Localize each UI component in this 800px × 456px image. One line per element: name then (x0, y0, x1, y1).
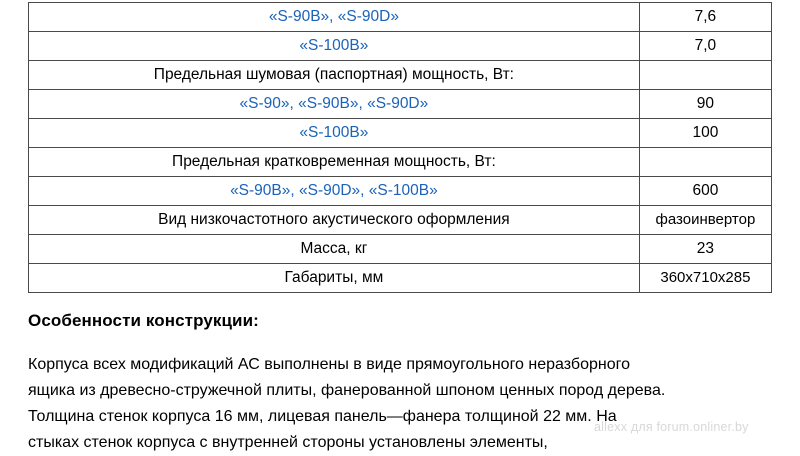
table-row (29, 32, 772, 61)
table-cell-value: 90 (639, 90, 771, 119)
paragraph-line: стыках стенок корпуса с внутренней стороны установлены элементы, (28, 434, 548, 451)
table-cell-value: 7,0 (639, 32, 771, 61)
table-cell-value: 100 (639, 119, 771, 148)
table-row (29, 264, 772, 293)
body-paragraph (28, 352, 774, 456)
table-row (29, 206, 772, 235)
watermark-text: allexx для forum.onliner.by (594, 420, 749, 434)
table-cell-value: 360х710х285 (639, 264, 771, 293)
table-row (29, 235, 772, 264)
table-cell-parameter: Масса, кг (29, 235, 640, 264)
table-row (29, 3, 772, 32)
specifications-table (28, 2, 772, 293)
table-cell-value: 23 (639, 235, 771, 264)
table-cell-parameter: «S-100B» (29, 32, 640, 61)
table-row (29, 90, 772, 119)
table-row (29, 177, 772, 206)
table-cell-parameter: Вид низкочастотного акустического оформления (29, 206, 640, 235)
table-row (29, 148, 772, 177)
paragraph-line: Толщина стенок корпуса 16 мм, лицевая панель—фанера толщиной 22 мм. На (28, 408, 617, 425)
table-row (29, 61, 772, 90)
table-cell-value: 7,6 (639, 3, 771, 32)
table-cell-parameter: Предельная кратковременная мощность, Вт: (29, 148, 640, 177)
table-row (29, 119, 772, 148)
section-heading: Особенности конструкции: (28, 311, 259, 330)
paragraph-line: Корпуса всех модификаций АС выполнены в виде прямоугольного неразборного (28, 356, 630, 373)
table-cell-value: 600 (639, 177, 771, 206)
paragraph-line: ящика из древесно-стружечной плиты, фанерованной шпоном ценных пород дерева. (28, 382, 666, 399)
table-cell-parameter: Габариты, мм (29, 264, 640, 293)
table-body (29, 3, 772, 293)
table-cell-parameter: «S-100B» (29, 119, 640, 148)
table-cell-parameter: «S-90», «S-90B», «S-90D» (29, 90, 640, 119)
table-cell-value (639, 148, 771, 177)
table-cell-value: фазоинвертор (639, 206, 771, 235)
table-cell-value (639, 61, 771, 90)
table-cell-parameter: Предельная шумовая (паспортная) мощность, Вт: (29, 61, 640, 90)
table-cell-parameter: «S-90B», «S-90D» (29, 3, 640, 32)
table-cell-parameter: «S-90B», «S-90D», «S-100B» (29, 177, 640, 206)
